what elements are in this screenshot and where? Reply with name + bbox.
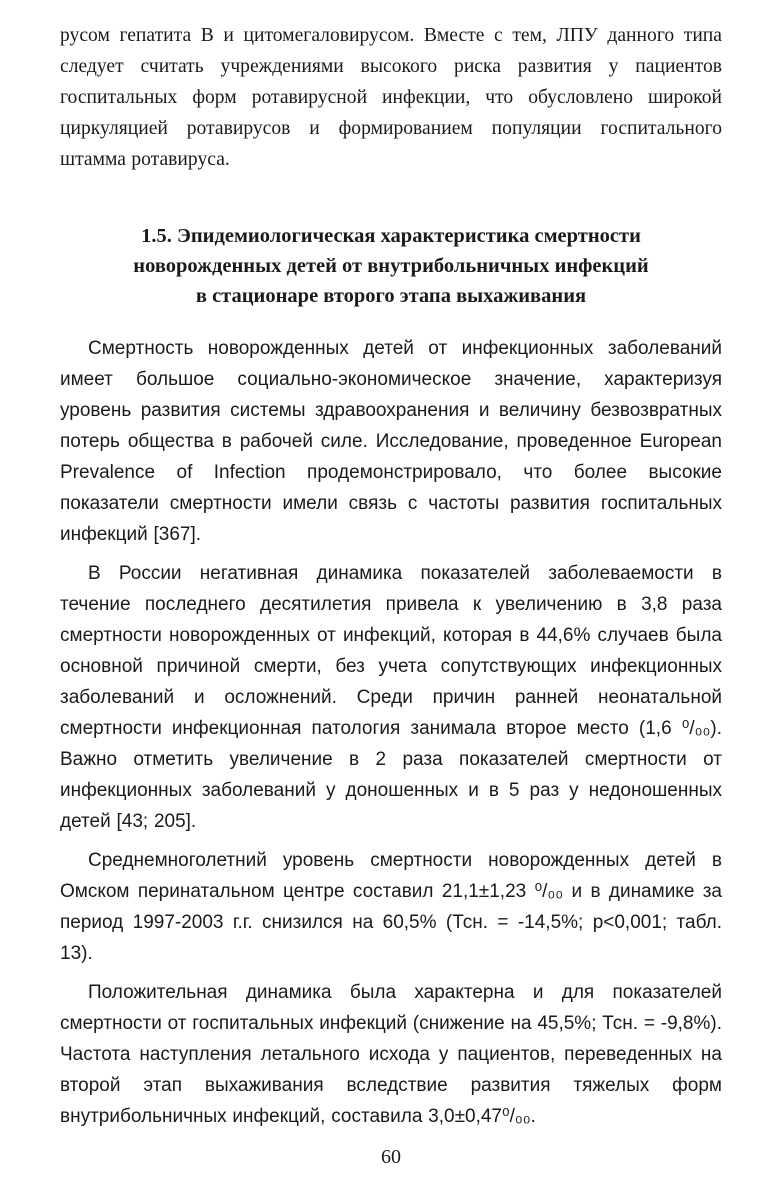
page-number: 60 (381, 1146, 401, 1168)
body-paragraph-3: Среднемноголетний уровень смертности новорожденных детей в Омском перинатальном центре составил 21,1±1,23 ⁰/₀₀ и в динамике за период 1997-2003 г.г. снизился на 60,5% (Тсн. = -14,5%; р<0,001; табл. 13). (60, 850, 722, 964)
body-paragraph-1: Смертность новорожденных детей от инфекционных заболеваний имеет большое социально-экономическое значение, характеризуя уровень развития системы здравоохранения и величину безвозвратных потерь общества в рабочей силе. Исследование, проведенное European Prevalence of Infection продемонстрировало, что более высокие показатели смертности имели связь с частоты развития госпитальных инфекций [367]. (60, 338, 722, 545)
section-heading-line-2: новорожденных детей от внутрибольничных инфекций (133, 255, 649, 277)
section-heading (60, 221, 722, 311)
body-paragraph-2: В России негативная динамика показателей заболеваемости в течение последнего десятилетия привела к увеличению в 3,8 раза смертности новорожденных от инфекций, которая в 44,6% случаев была основной причиной смерти, без учета сопутствующих инфекционных заболеваний и осложнений. Среди причин ранней неонатальной смертности инфекционная патология занимала второе место (1,6 ⁰/₀₀). Важно отметить увеличение в 2 раза показателей смертности от инфекционных заболеваний у доношенных и в 5 раз у недоношенных детей [43; 205]. (60, 563, 722, 832)
body-paragraph-4: Положительная динамика была характерна и для показателей смертности от госпитальных инфекций (снижение на 45,5%; Тсн. = -9,8%). Частота наступления летального исхода у пациентов, переведенных на второй этап выхаживания вследствие развития тяжелых форм внутрибольничных инфекций, составила 3,0±0,47⁰/₀₀. (60, 982, 722, 1127)
section-heading-line-1: 1.5. Эпидемиологическая характеристика смертности (141, 225, 641, 247)
page-content (60, 20, 722, 1132)
section-heading-line-3: в стационаре второго этапа выхаживания (195, 285, 587, 307)
intro-paragraph: русом гепатита В и цитомегаловирусом. Вместе с тем, ЛПУ данного типа следует считать учреждениями высокого риска развития у пациентов госпитальных форм ротавирусной инфекции, что обусловлено широкой циркуляцией ротавирусов и формированием популяции госпитального штамма ротавируса. (60, 25, 722, 170)
